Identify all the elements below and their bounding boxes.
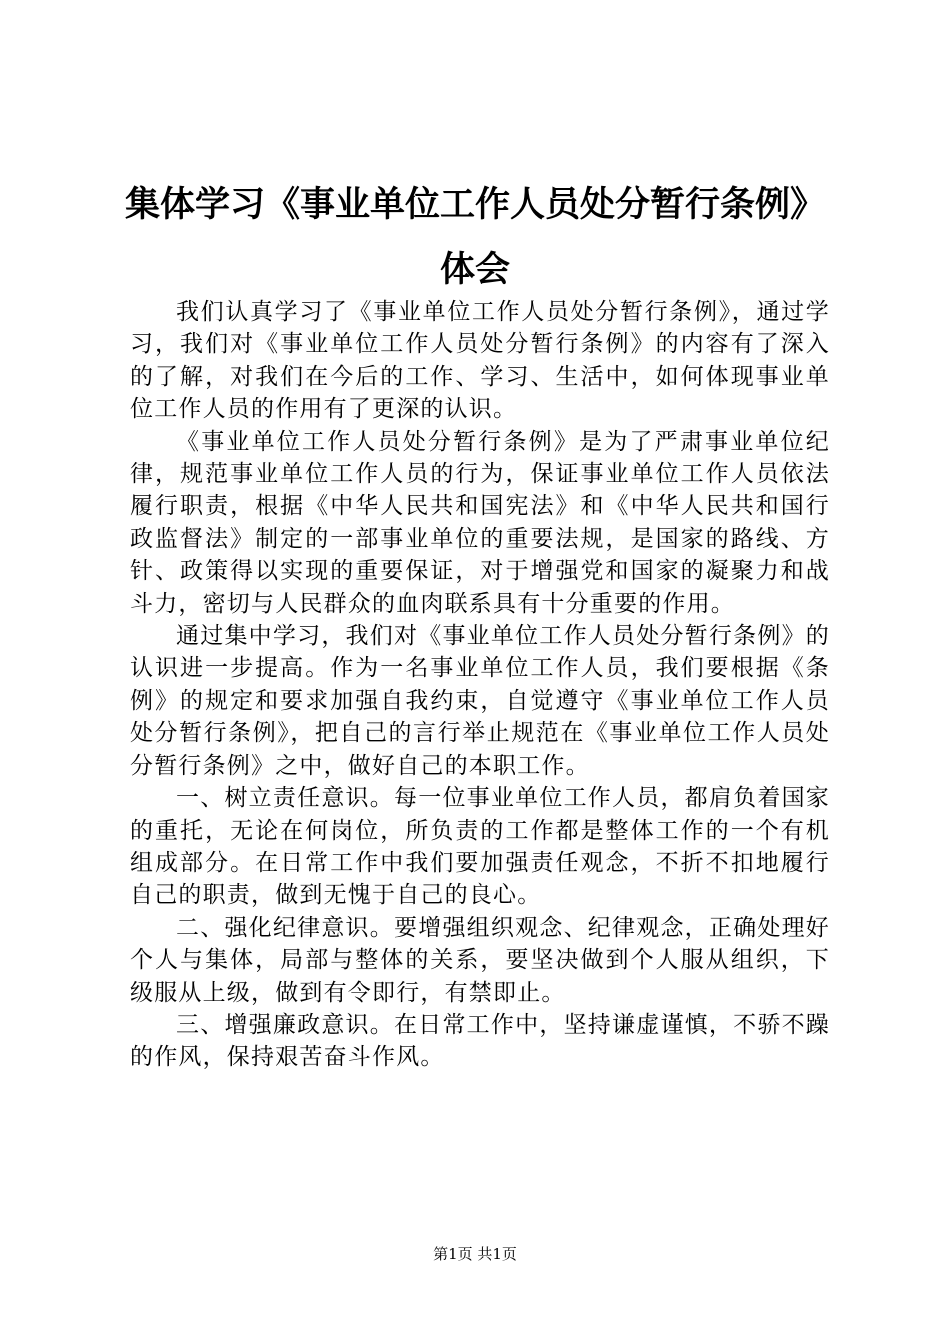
document-title-line-1: 集体学习《事业单位工作人员处分暂行条例》 [124, 185, 825, 225]
paragraph: 二、强化纪律意识。要增强组织观念、纪律观念，正确处理好个人与集体，局部与整体的关系，要坚决做到个人服从组织，下级服从上级，做到有令即行，有禁即止。 [130, 914, 830, 1006]
paragraph: 一、树立责任意识。每一位事业单位工作人员，都肩负着国家的重托，无论在何岗位，所负责的工作都是整体工作的一个有机组成部分。在日常工作中我们要加强责任观念，不折不扣地履行自己的职责，做到无愧于自己的良心。 [130, 785, 830, 909]
page-footer: 第1页 共1页 [433, 1245, 517, 1263]
document-title-line-2: 体会 [439, 250, 510, 290]
paragraph: 我们认真学习了《事业单位工作人员处分暂行条例》，通过学习，我们对《事业单位工作人员处分暂行条例》的内容有了深入的了解，对我们在今后的工作、学习、生活中，如何体现事业单位工作人员的作用有了更深的认识。 [130, 299, 830, 423]
paragraph: 通过集中学习，我们对《事业单位工作人员处分暂行条例》的认识进一步提高。作为一名事业单位工作人员，我们要根据《条例》的规定和要求加强自我约束，自觉遵守《事业单位工作人员处分暂行条例》，把自己的言行举止规范在《事业单位工作人员处分暂行条例》之中，做好自己的本职工作。 [130, 623, 830, 779]
paragraph: 三、增强廉政意识。在日常工作中，坚持谦虚谨慎，不骄不躁的作风，保持艰苦奋斗作风。 [130, 1011, 830, 1071]
document-body [130, 296, 830, 1074]
paragraph: 《事业单位工作人员处分暂行条例》是为了严肃事业单位纪律，规范事业单位工作人员的行为，保证事业单位工作人员依法履行职责，根据《中华人民共和国宪法》和《中华人民共和国行政监督法》制定的一部事业单位的重要法规，是国家的路线、方针、政策得以实现的重要保证，对于增强党和国家的凝聚力和战斗力，密切与人民群众的血肉联系具有十分重要的作用。 [130, 428, 830, 617]
